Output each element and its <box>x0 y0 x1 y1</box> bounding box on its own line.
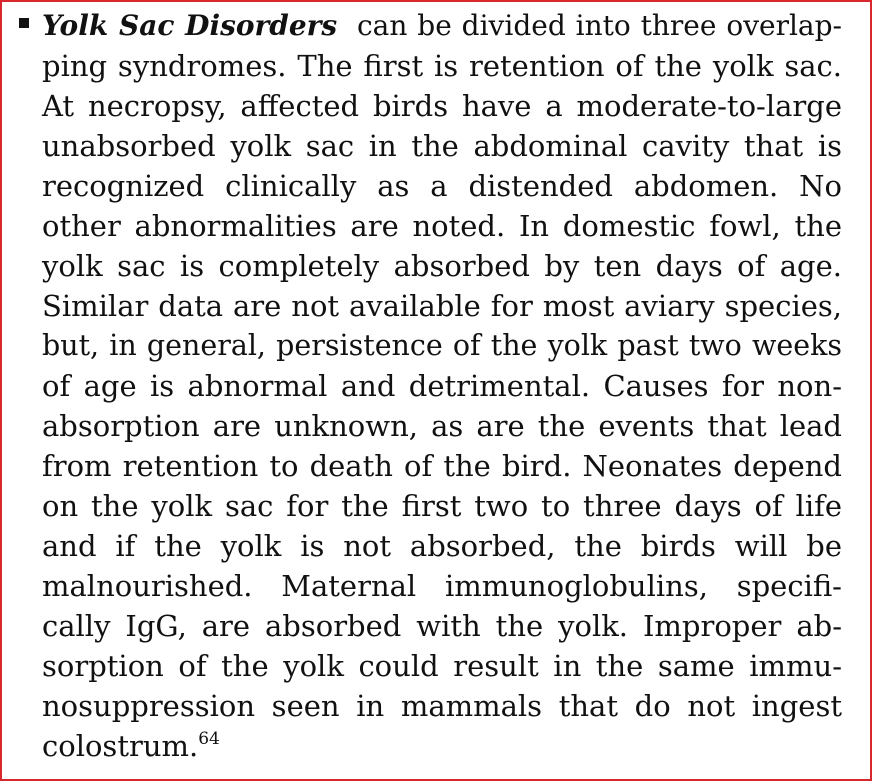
paragraph-line: of age is abnormal and detrimental. Causes for non- <box>42 369 842 403</box>
section-heading: Yolk Sac Disorders <box>42 9 338 42</box>
paragraph-line <box>42 6 842 46</box>
paragraph-line: sorption of the yolk could result in the same immu- <box>42 649 842 683</box>
paragraph-line: on the yolk sac for the first two to three days of life <box>42 489 842 523</box>
paragraph-line: nosuppression seen in mammals that do not ingest <box>42 689 842 723</box>
paragraph-line <box>42 726 842 766</box>
paragraph-line: but, in general, persistence of the yolk past two weeks <box>42 329 842 362</box>
paragraph-line: ping syndromes. The first is retention of the yolk sac. <box>42 49 842 83</box>
first-line-text: can be divided into three overlap- <box>356 9 842 42</box>
paragraph-line: cally IgG, are absorbed with the yolk. Improper ab- <box>42 609 842 643</box>
square-bullet-icon <box>19 18 29 28</box>
paragraph-line: from retention to death of the bird. Neonates depend <box>42 449 842 483</box>
paragraph-line: recognized clinically as a distended abdomen. No <box>42 169 842 203</box>
paragraph-line: malnourished. Maternal immunoglobulins, specifi- <box>42 569 842 603</box>
paragraph-line: and if the yolk is not absorbed, the birds will be <box>42 529 842 563</box>
paragraph-line: Similar data are not available for most aviary species, <box>42 289 842 323</box>
reference-superscript: 64 <box>198 729 220 749</box>
paragraph-line: absorption are unknown, as are the events that lead <box>42 409 842 443</box>
paragraph-line: unabsorbed yolk sac in the abdominal cavity that is <box>42 129 842 163</box>
paragraph-line: At necropsy, affected birds have a moderate-to-large <box>42 89 842 123</box>
last-line-text: colostrum. <box>42 729 199 763</box>
paragraph-line: other abnormalities are noted. In domestic fowl, the <box>42 209 842 243</box>
paragraph-line: yolk sac is completely absorbed by ten days of age. <box>42 249 842 283</box>
